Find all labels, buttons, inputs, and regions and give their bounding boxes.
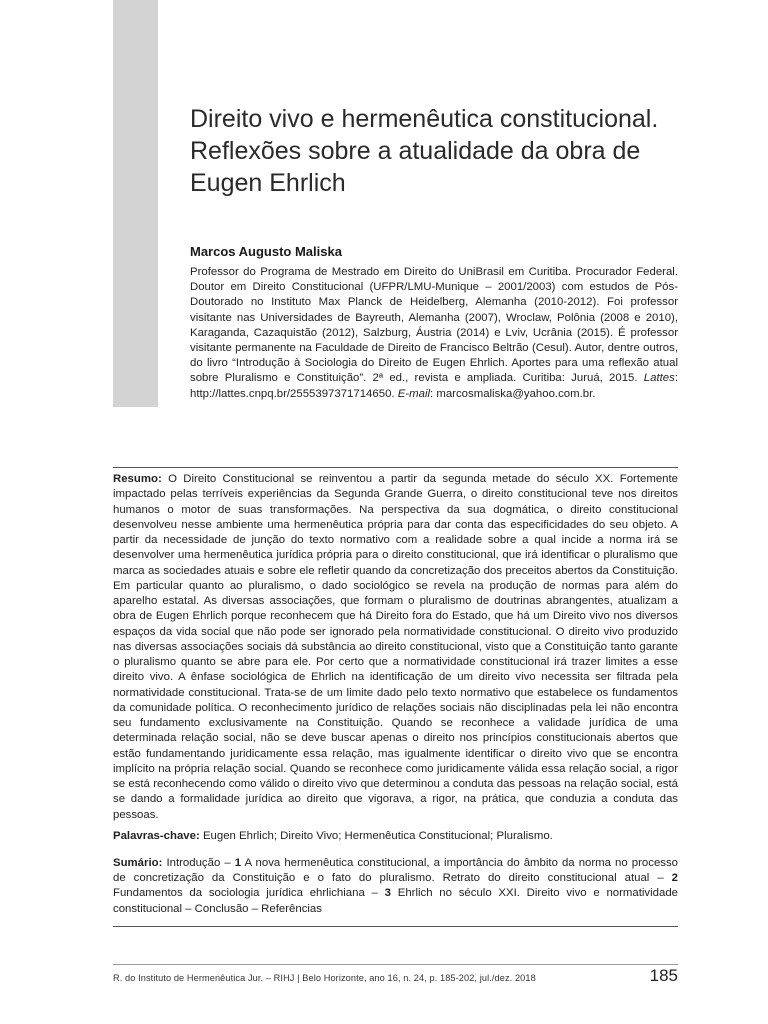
article-title: Direito vivo e hermenêutica constitucional. Reflexões sobre a atualidade da obra de Eugen Ehrlich xyxy=(190,105,659,197)
author-bio-text: Professor do Programa de Mestrado em Direito do UniBrasil em Curitiba. Procurador Federal. Doutor em Direito Constitucional (UFPR/LMU-Munique – 2001/2003) com estudos de Pós-Doutorado no Instituto Max Planck de Heidelberg, Alemanha (2010-2012). Foi professor visitante nas Universidades de Bayreuth, Alemanha (2007), Wroclaw, Polônia (2008 e 2010), Karaganda, Cazaquistão (2012), Salzburg, Áustria (2014) e Lviv, Ucrânia (2015). É professor visitante permanente na Faculdade de Direito de Francisco Beltrão (Cesul). Autor, dentre outros, do livro “Introdução à Sociologia do Direito de Eugen Ehrlich. Aportes para uma reflexão atual sobre Pluralismo e Constituição”. 2ª ed., revista e ampliada. Curitiba: Juruá, 2015. xyxy=(190,266,678,385)
summary-section-1: A nova hermenêutica constitucional, a importância do âmbito da norma no processo de concretização da Constituição e o fato do pluralismo. Retrato do direito constitucional atual – xyxy=(113,857,678,885)
summary-section-2: Fundamentos da sociologia jurídica ehrlichiana – xyxy=(113,887,385,900)
email-address: : marcosmaliska@yahoo.com.br. xyxy=(430,387,596,400)
page-number: 185 xyxy=(649,966,678,985)
author-bio xyxy=(190,265,678,402)
summary-label: Sumário: xyxy=(113,857,163,869)
abstract xyxy=(113,472,678,823)
footer-divider xyxy=(113,964,678,965)
keywords-text: Eugen Ehrlich; Direito Vivo; Hermenêutica Constitucional; Pluralismo. xyxy=(202,830,553,842)
summary-section-3: Ehrlich no século XXI. Direito vivo e normatividade constitucional – Conclusão – Referências xyxy=(113,887,678,915)
lattes-url: : http://lattes.cnpq.br/2555397371714650. xyxy=(190,372,678,400)
abstract-text: O Direito Constitucional se reinventou a partir da segunda metade do século XX. Fortemente impactado pelas terríveis experiências da Segunda Grande Guerra, o direito constitucional teve nos direitos humanos o motor de suas transformações. Na perspectiva da sua dogmática, o direito constitucional desenvolveu nesse ambiente uma hermenêutica própria para dar conta das especificidades do seu objeto. A partir da necessidade de junção do texto normativo com a realidade sobre a qual incide a norma irá se desenvolver uma hermenêutica jurídica própria para o direito constitucional, que irá identificar o pluralismo que marca as sociedades atuais e sobre ele refletir quando da concretização dos preceitos abertos da Constituição. Em particular quanto ao pluralismo, o dado sociológico se revela na produção de normas para além do aparelho estatal. As diversas associações, que formam o pluralismo de doutrinas abrangentes, atualizam a obra de Eugen Ehrlich porque reconhecem que há Direito fora do Estado, que há um Direito vivo nos diversos espaços da vida social que não pode ser ignorado pela normatividade constitucional. O direito vivo produzido nas diversas associações sociais dá substância ao direito constitucional, visto que a Constituição tanto garante o pluralismo quanto se abre para ele. Por certo que a normatividade constitucional irá trazer limites a esse direito vivo. A ênfase sociológica de Ehrlich na identificação de um direito vivo necessita ser filtrada pela normatividade constitucional. Trata-se de um limite dado pelo texto normativo que estabelece os fundamentos da comunidade política. O reconhecimento jurídico de relações sociais não disciplinadas pela lei não encontra seu fundamento exclusivamente na Constituição. Quando se reconhece a validade jurídica de uma determinada relação social, não se deve buscar apenas o direito nos princípios constitucionais abertos que estão fundamentando juridicamente essa relação, mas igualmente identificar o direito vivo que se encontra implícito na própria relação social. Quando se reconhece como juridicamente válida essa relação social, a rigor se está reconhecendo como válido o direito vivo que determinou a conduta das pessoas na relação social, está se dando a formalidade jurídica ao direito que vigorava, a rigor, na prática, que conduzia a conduta das pessoas. xyxy=(113,473,678,821)
footer-citation: R. do Instituto de Hermenêutica Jur. – RIHJ | Belo Horizonte, ano 16, n. 24, p. 185-202, jul./dez. 2018 xyxy=(113,973,536,983)
decorative-gray-band xyxy=(113,0,158,407)
abstract-label: Resumo: xyxy=(113,473,162,485)
table-of-contents-summary xyxy=(113,856,678,917)
lattes-label: Lattes xyxy=(643,372,675,385)
divider-top xyxy=(113,467,678,468)
summary-section-1-number: 1 xyxy=(234,857,242,869)
author-name: Marcos Augusto Maliska xyxy=(190,244,342,259)
summary-intro: Introdução – xyxy=(166,857,235,869)
keywords xyxy=(113,829,678,844)
summary-section-3-number: 3 xyxy=(384,887,391,900)
keywords-label: Palavras-chave: xyxy=(113,830,200,842)
summary-section-2-number: 2 xyxy=(671,872,678,885)
divider-bottom xyxy=(113,926,678,927)
email-label: E-mail xyxy=(397,387,431,400)
